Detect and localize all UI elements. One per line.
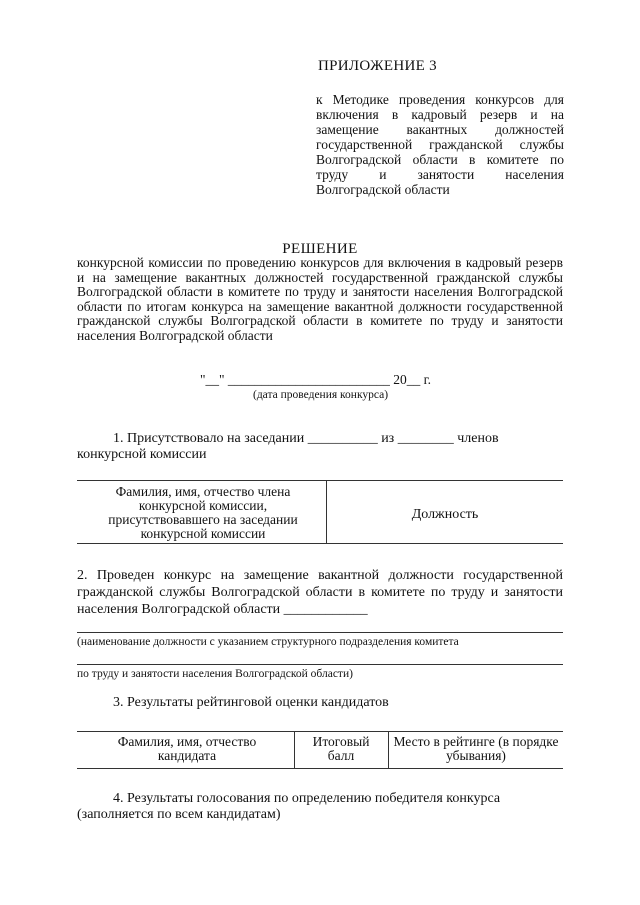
rating-header-score: Итоговый балл bbox=[312, 734, 370, 763]
appendix-title: ПРИЛОЖЕНИЕ 3 bbox=[318, 58, 437, 74]
section1-line1: 1. Присутствовало на заседании __________ из ________ членов bbox=[113, 431, 499, 446]
section1-line2: конкурсной комиссии bbox=[77, 447, 207, 462]
rating-table-divider-2 bbox=[388, 731, 389, 769]
section4-line2: (заполняется по всем кандидатам) bbox=[77, 807, 281, 822]
position-blank-line bbox=[77, 632, 563, 633]
section4-line1: 4. Результаты голосования по определению победителя конкурса bbox=[113, 791, 501, 806]
decision-heading: РЕШЕНИЕ bbox=[282, 241, 358, 257]
section3-heading: 3. Результаты рейтинговой оценки кандидатов bbox=[113, 695, 389, 710]
table-border-top bbox=[77, 480, 563, 481]
rating-table-border-top bbox=[77, 731, 563, 732]
rating-table-border-bottom bbox=[77, 768, 563, 769]
table-divider bbox=[326, 480, 327, 543]
section2-text: 2. Проведен конкурс на замещение вакантной должности государственной гражданской службы Волгоградской области в комитете по труду и занятости населения Волгоградской области ____________ bbox=[77, 568, 563, 617]
rating-table-divider-1 bbox=[294, 731, 295, 769]
rating-header-place: Место в рейтинге (в порядке убывания) bbox=[393, 734, 559, 763]
position-blank-line-2 bbox=[77, 664, 563, 665]
position-caption-2: по труду и занятости населения Волгоградской области) bbox=[77, 668, 353, 680]
table-border-bottom bbox=[77, 543, 563, 544]
appendix-reference: к Методике проведения конкурсов для включения в кадровый резерв и на замещение вакантных должностей государственной гражданской службы Волгоградской области в комитете по труду и занятости населения Волгоградской области bbox=[316, 92, 564, 197]
decision-subject: конкурсной комиссии по проведению конкурсов для включения в кадровый резерв и на замещение вакантных должностей государственной гражданской службы Волгоградской области в комитете по труду и занятости населения Волгоградской области по итогам конкурса на замещение вакантной должности государственной гражданской службы Волгоградской области в комитете по труду и занятости населения Волгоградской области bbox=[77, 255, 563, 343]
members-table-header-name: Фамилия, имя, отчество члена конкурсной комиссии, присутствовавшего на заседании конкурсной комиссии bbox=[108, 484, 298, 541]
position-caption-1: (наименование должности с указанием структурного подразделения комитета bbox=[77, 636, 459, 648]
rating-header-name: Фамилия, имя, отчество кандидата bbox=[117, 734, 257, 763]
date-caption: (дата проведения конкурса) bbox=[253, 389, 389, 401]
date-line: "__" ________________________ 20__ г. bbox=[200, 372, 432, 387]
members-table-header-position: Должность bbox=[411, 507, 479, 522]
